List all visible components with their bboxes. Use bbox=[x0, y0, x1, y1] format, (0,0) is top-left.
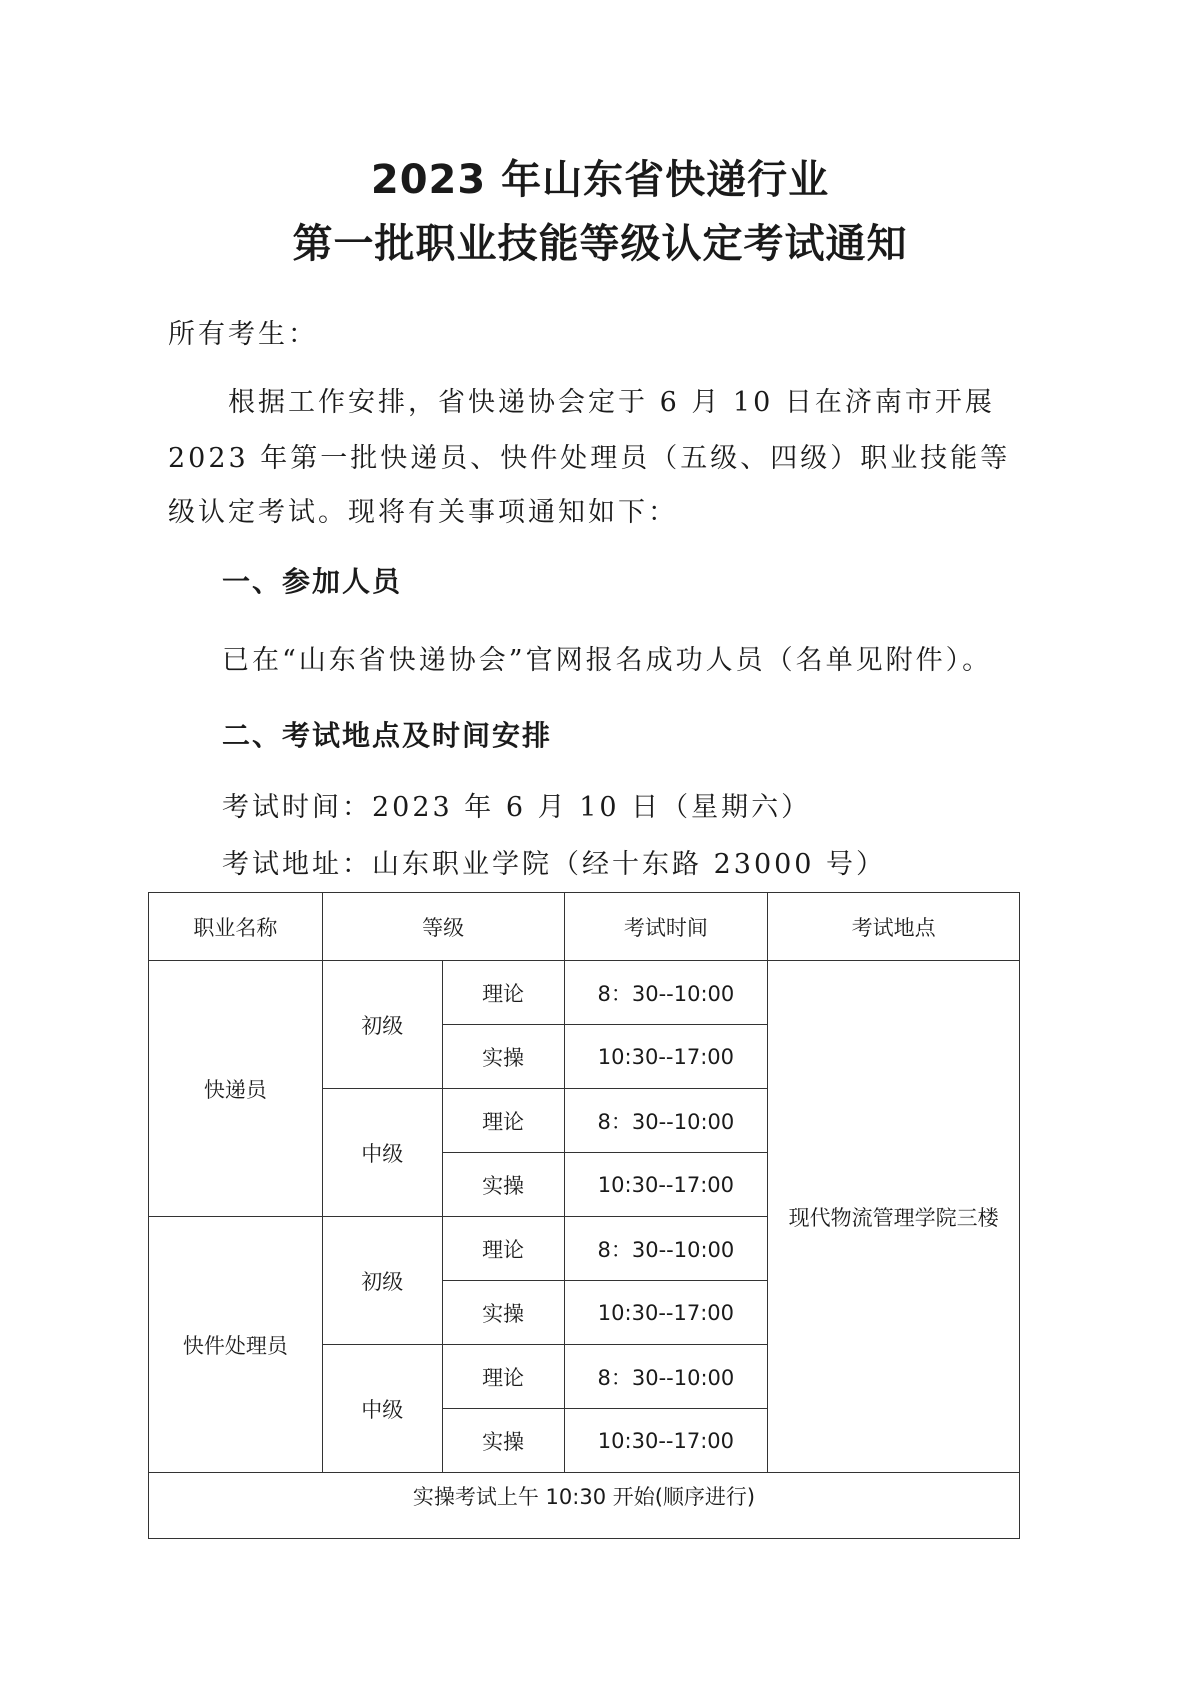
occupation-cell: 快件处理员 bbox=[149, 1217, 323, 1473]
document-title-line2: 第一批职业技能等级认定考试通知 bbox=[292, 221, 908, 267]
exam-time-cell: 10:30--17:00 bbox=[564, 1281, 768, 1345]
exam-type-cell: 实操 bbox=[442, 1409, 564, 1473]
exam-time-cell: 10:30--17:00 bbox=[564, 1025, 768, 1089]
exam-time-cell: 10:30--17:00 bbox=[564, 1153, 768, 1217]
exam-type-cell: 实操 bbox=[442, 1025, 564, 1089]
section2-heading: 二、考试地点及时间安排 bbox=[222, 719, 553, 752]
exam-location-cell: 现代物流管理学院三楼 bbox=[768, 961, 1020, 1473]
exam-time-cell: 8：30--10:00 bbox=[564, 1345, 768, 1409]
level-cell: 中级 bbox=[322, 1345, 442, 1473]
header-exam-time: 考试时间 bbox=[564, 893, 768, 961]
occupation-cell: 快递员 bbox=[149, 961, 323, 1217]
document-title-line1: 2023 年山东省快递行业 bbox=[370, 157, 830, 203]
table-footnote: 实操考试上午 10:30 开始(顺序进行) bbox=[149, 1473, 1020, 1539]
intro-line1: 根据工作安排，省快递协会定于 6 月 10 日在济南市开展 bbox=[228, 387, 995, 418]
exam-type-cell: 实操 bbox=[442, 1281, 564, 1345]
exam-time-cell: 10:30--17:00 bbox=[564, 1409, 768, 1473]
exam-type-cell: 实操 bbox=[442, 1153, 564, 1217]
exam-time-line: 考试时间：2023 年 6 月 10 日（星期六） bbox=[222, 792, 812, 823]
section1-heading: 一、参加人员 bbox=[222, 565, 403, 598]
level-cell: 初级 bbox=[322, 1217, 442, 1345]
exam-schedule-table bbox=[148, 892, 1020, 1539]
header-occupation: 职业名称 bbox=[149, 893, 323, 961]
table-footnote-row bbox=[149, 1473, 1020, 1539]
exam-type-cell: 理论 bbox=[442, 1345, 564, 1409]
intro-line2: 2023 年第一批快递员、快件处理员（五级、四级）职业技能等 bbox=[168, 443, 1011, 474]
header-level: 等级 bbox=[322, 893, 564, 961]
exam-type-cell: 理论 bbox=[442, 1089, 564, 1153]
section1-text: 已在“山东省快递协会”官网报名成功人员（名单见附件）。 bbox=[222, 645, 993, 676]
greeting: 所有考生： bbox=[168, 319, 318, 350]
exam-type-cell: 理论 bbox=[442, 961, 564, 1025]
table-row bbox=[149, 961, 1020, 1025]
exam-time-cell: 8：30--10:00 bbox=[564, 1089, 768, 1153]
exam-time-cell: 8：30--10:00 bbox=[564, 1217, 768, 1281]
exam-type-cell: 理论 bbox=[442, 1217, 564, 1281]
exam-time-cell: 8：30--10:00 bbox=[564, 961, 768, 1025]
table-header-row bbox=[149, 893, 1020, 961]
header-exam-location: 考试地点 bbox=[768, 893, 1020, 961]
level-cell: 初级 bbox=[322, 961, 442, 1089]
intro-line3: 级认定考试。现将有关事项通知如下： bbox=[168, 497, 678, 528]
level-cell: 中级 bbox=[322, 1089, 442, 1217]
exam-address-line: 考试地址：山东职业学院（经十东路 23000 号） bbox=[222, 849, 887, 880]
